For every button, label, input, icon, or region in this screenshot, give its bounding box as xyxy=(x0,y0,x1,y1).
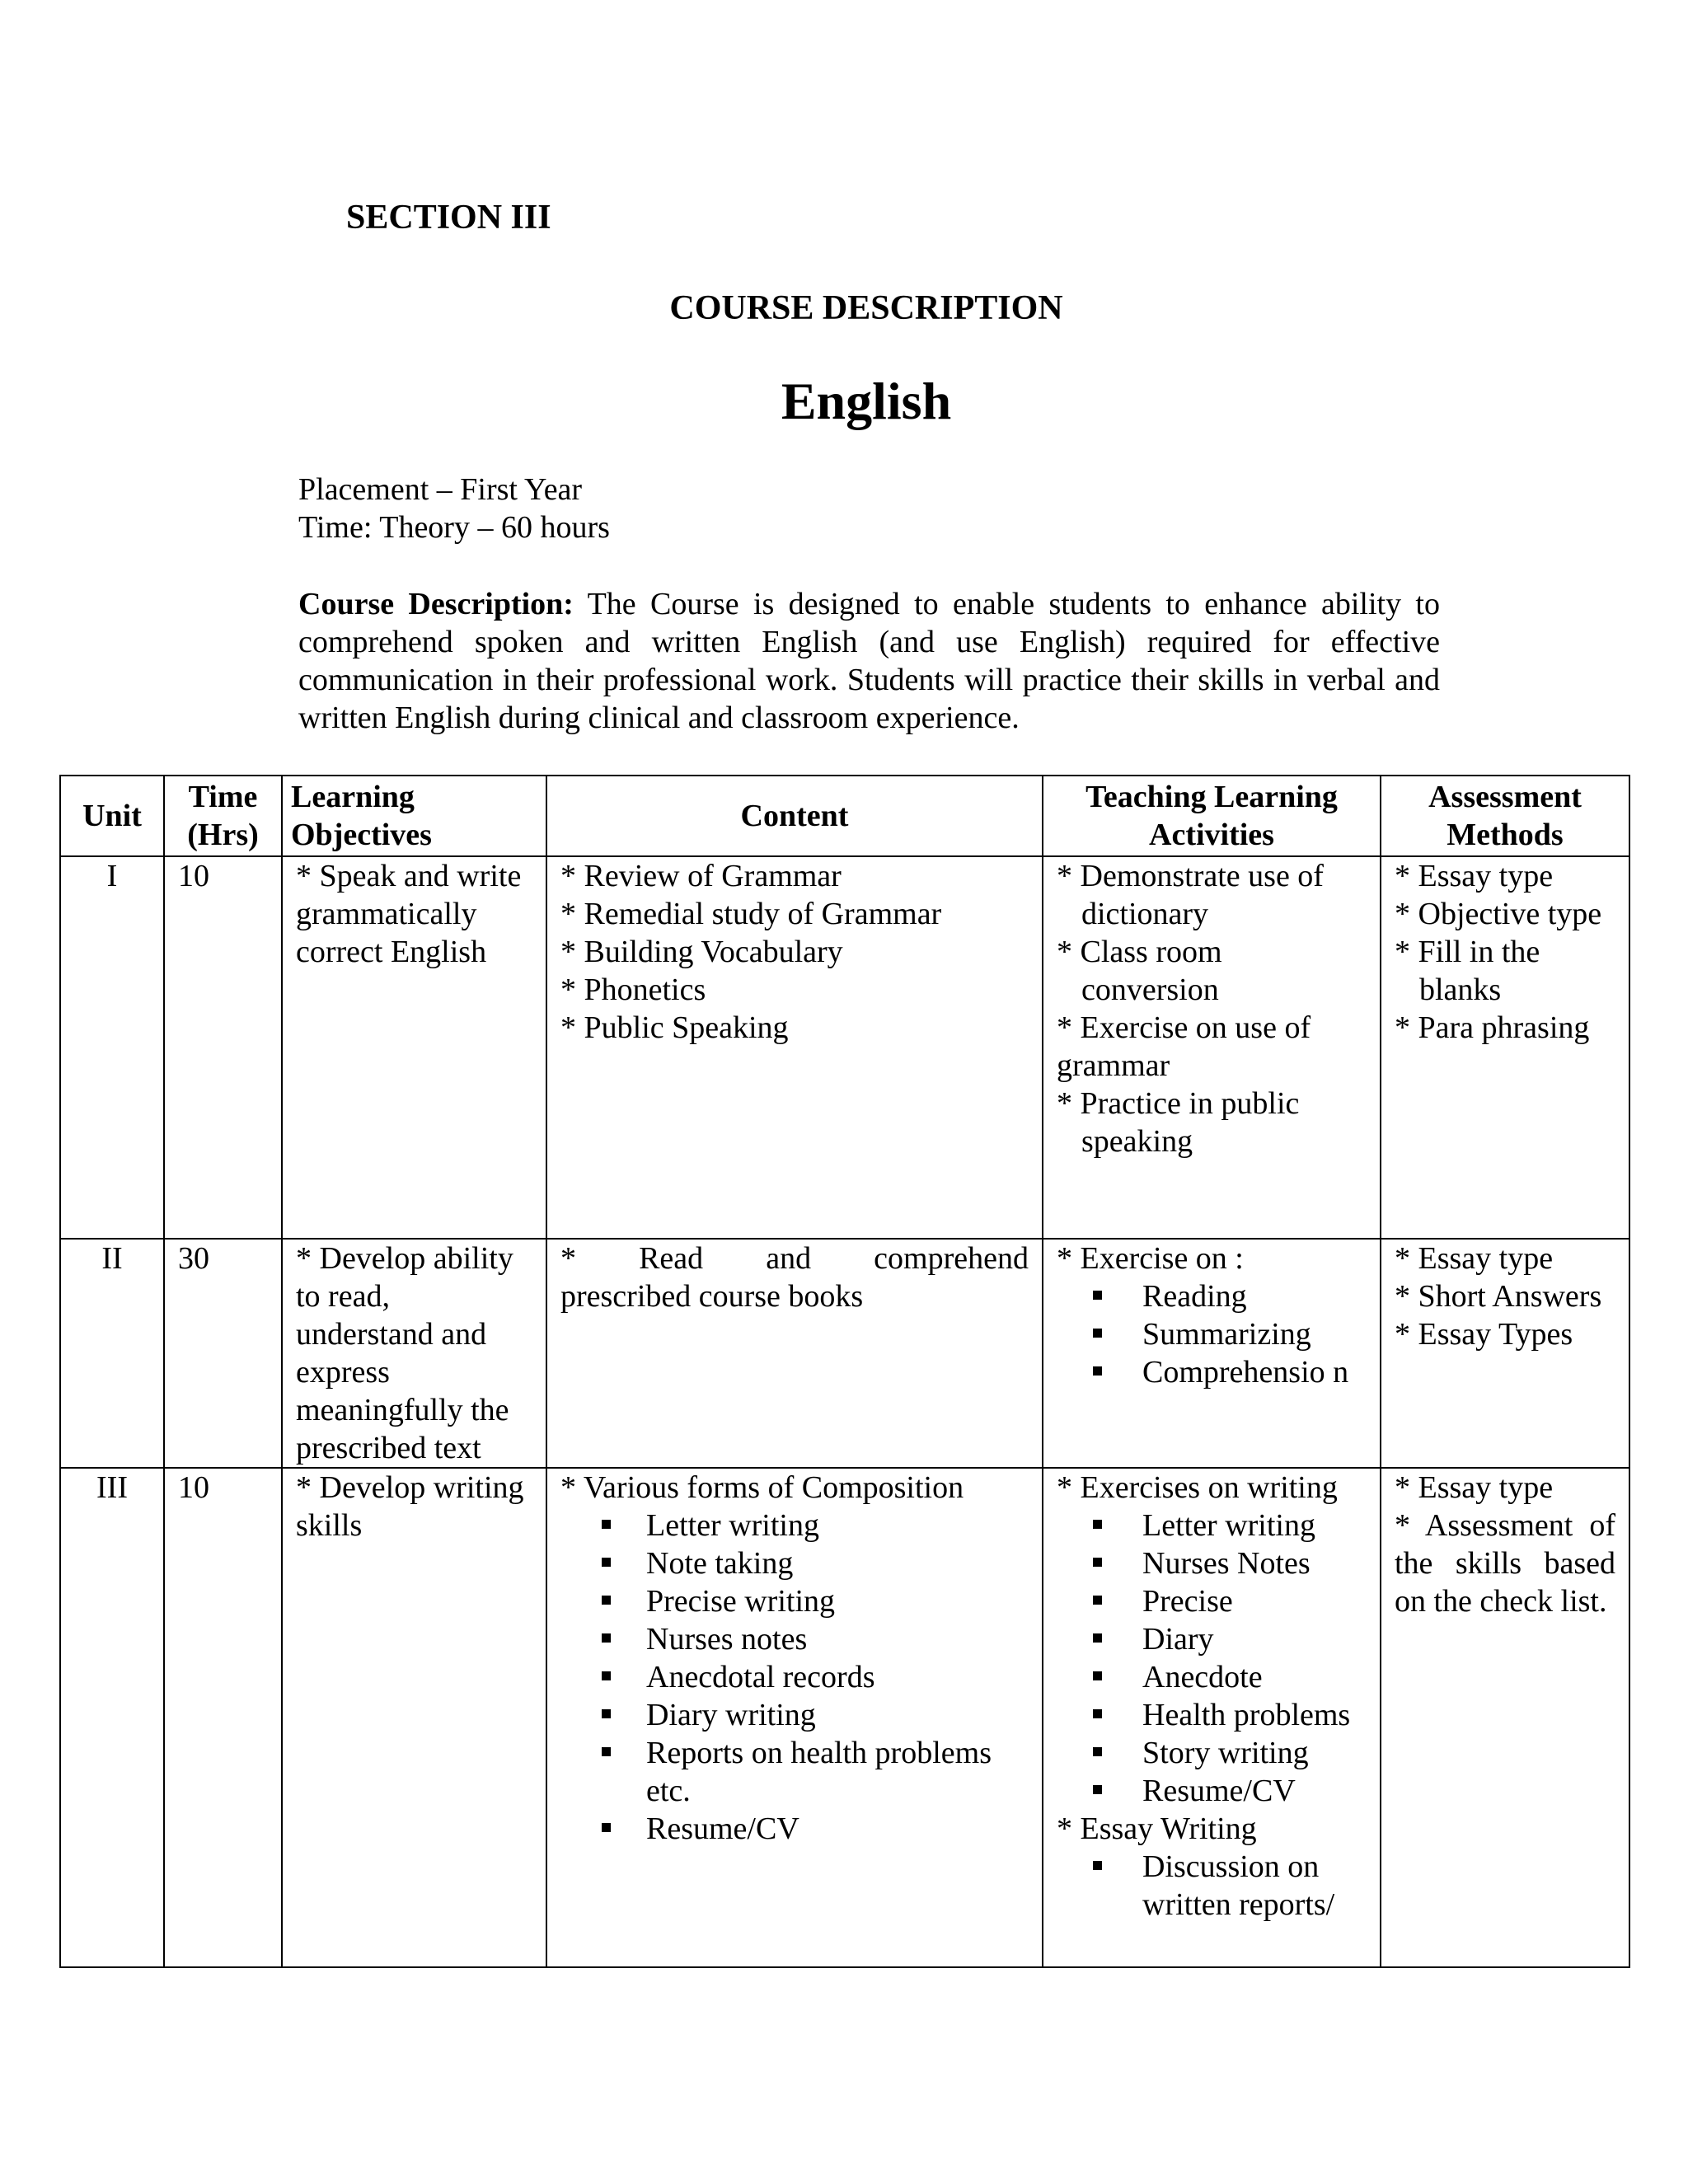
list-item xyxy=(1043,1658,1367,1696)
list-item xyxy=(547,1734,1029,1810)
header-objectives xyxy=(282,776,546,856)
list-item xyxy=(1043,1277,1367,1315)
header-tla-line2: Activities xyxy=(1149,818,1274,852)
time-cell: 30 xyxy=(164,1239,282,1468)
list-item xyxy=(1043,1772,1367,1810)
list-item-label: Reports on health problems etc. xyxy=(646,1736,992,1808)
tla-list xyxy=(1043,1277,1367,1391)
list-item xyxy=(1043,1848,1367,1924)
square-bullet-icon xyxy=(1093,1558,1102,1567)
list-item-label: Reading xyxy=(1142,1279,1247,1314)
header-time-line1: Time xyxy=(188,780,258,814)
tla-list xyxy=(1043,1507,1367,1810)
content-item: * Remedial study of Grammar xyxy=(560,897,942,931)
content-cell xyxy=(546,1239,1043,1468)
square-bullet-icon xyxy=(602,1747,611,1756)
list-item xyxy=(1043,1315,1367,1353)
square-bullet-icon xyxy=(1093,1520,1102,1529)
list-item xyxy=(547,1620,1029,1658)
list-item xyxy=(547,1582,1029,1620)
content-item: * Public Speaking xyxy=(560,1010,789,1045)
course-description-title: COURSE DESCRIPTION xyxy=(669,289,1063,327)
header-content: Content xyxy=(546,776,1043,856)
square-bullet-icon xyxy=(1093,1747,1102,1756)
square-bullet-icon xyxy=(1093,1861,1102,1870)
list-item-label: Precise writing xyxy=(646,1584,836,1619)
list-item-label: Discussion on written reports/ xyxy=(1142,1849,1335,1922)
time-line: Time: Theory – 60 hours xyxy=(298,510,610,545)
assessment-cell xyxy=(1381,1468,1629,1967)
square-bullet-icon xyxy=(1093,1633,1102,1643)
tla-intro: * Exercise on : xyxy=(1057,1241,1244,1276)
objectives-cell: * Speak and write grammatically correct English xyxy=(282,856,546,1239)
list-item xyxy=(547,1544,1029,1582)
square-bullet-icon xyxy=(1093,1329,1102,1338)
subject-title: English xyxy=(781,372,952,430)
tla-cell xyxy=(1043,1468,1381,1967)
assessment-item: * Assessment of the skills based on the check list. xyxy=(1395,1508,1615,1619)
header-objectives-line1: Learning xyxy=(291,780,415,814)
list-item-label: Diary writing xyxy=(646,1698,816,1732)
content-item: prescribed course books xyxy=(560,1279,864,1314)
unit-cell: II xyxy=(60,1239,164,1468)
list-item xyxy=(547,1696,1029,1734)
tla-item: * Exercise on use of grammar xyxy=(1057,1010,1311,1083)
list-item xyxy=(1043,1544,1367,1582)
list-item-label: Comprehensio n xyxy=(1142,1355,1349,1390)
assessment-item: * Essay type xyxy=(1395,1470,1554,1505)
tla-intro: * Exercises on writing xyxy=(1057,1470,1338,1505)
list-item xyxy=(1043,1582,1367,1620)
content-cell xyxy=(546,856,1043,1239)
course-description-text: The Course is designed to enable students to enhance ability to comprehend spoken and written English (and use English) required for effective communication in their professional work. Students will practice their skills in verbal and written English during clinical and classroom experience. xyxy=(298,587,1440,735)
content-item: * Building Vocabulary xyxy=(560,935,843,969)
header-time-line2: (Hrs) xyxy=(187,818,259,852)
square-bullet-icon xyxy=(602,1709,611,1718)
objectives-cell: * Develop writing skills xyxy=(282,1468,546,1967)
header-assessment-line2: Methods xyxy=(1447,818,1564,852)
list-item-label: Note taking xyxy=(646,1546,794,1581)
header-objectives-line2: Objectives xyxy=(291,818,432,852)
assessment-item: * Essay type xyxy=(1395,1241,1554,1276)
unit-cell: I xyxy=(60,856,164,1239)
list-item-label: Anecdote xyxy=(1142,1660,1263,1694)
header-time xyxy=(164,776,282,856)
list-item xyxy=(1043,1353,1367,1391)
unit-cell: III xyxy=(60,1468,164,1967)
list-item-label: Summarizing xyxy=(1142,1317,1311,1352)
placement-line: Placement – First Year xyxy=(298,472,583,507)
tla-cell xyxy=(1043,1239,1381,1468)
content-item: * Phonetics xyxy=(560,972,706,1007)
assessment-cell xyxy=(1381,856,1629,1239)
tla-cell xyxy=(1043,856,1381,1239)
square-bullet-icon xyxy=(1093,1785,1102,1794)
list-item xyxy=(1043,1734,1367,1772)
list-item-label: Nurses Notes xyxy=(1142,1546,1311,1581)
list-item-label: Health problems xyxy=(1142,1698,1351,1732)
tla-intro: * Essay Writing xyxy=(1057,1811,1257,1846)
square-bullet-icon xyxy=(1093,1366,1102,1376)
syllabus-table xyxy=(59,775,1630,1968)
header-tla xyxy=(1043,776,1381,856)
square-bullet-icon xyxy=(602,1823,611,1832)
square-bullet-icon xyxy=(602,1671,611,1680)
course-description-paragraph xyxy=(298,585,1440,737)
assessment-item: * Fill in the blanks xyxy=(1395,935,1540,1007)
assessment-item: * Short Answers xyxy=(1395,1279,1602,1314)
list-item-label: Resume/CV xyxy=(646,1811,799,1846)
objectives-cell: * Develop ability to read, understand and express meaningfully the prescribed text xyxy=(282,1239,546,1468)
assessment-item: * Essay type xyxy=(1395,859,1554,893)
header-assessment-line1: Assessment xyxy=(1428,780,1582,814)
time-cell: 10 xyxy=(164,856,282,1239)
time-cell: 10 xyxy=(164,1468,282,1967)
square-bullet-icon xyxy=(1093,1709,1102,1718)
table-row xyxy=(60,1239,1629,1468)
header-assessment xyxy=(1381,776,1629,856)
square-bullet-icon xyxy=(602,1633,611,1643)
tla-list xyxy=(1043,1848,1367,1924)
square-bullet-icon xyxy=(1093,1596,1102,1605)
table-header-row xyxy=(60,776,1629,856)
list-item-label: Diary xyxy=(1142,1622,1214,1657)
list-item xyxy=(547,1507,1029,1544)
table-row xyxy=(60,856,1629,1239)
list-item-label: Resume/CV xyxy=(1142,1774,1296,1808)
assessment-cell xyxy=(1381,1239,1629,1468)
content-list xyxy=(547,1507,1029,1848)
list-item-label: Precise xyxy=(1142,1584,1233,1619)
header-unit: Unit xyxy=(60,776,164,856)
content-item: * Read and comprehend xyxy=(560,1241,1029,1276)
list-item xyxy=(547,1658,1029,1696)
tla-item: * Demonstrate use of dictionary xyxy=(1057,859,1324,931)
square-bullet-icon xyxy=(602,1596,611,1605)
list-item xyxy=(1043,1620,1367,1658)
list-item-label: Nurses notes xyxy=(646,1622,808,1657)
assessment-item: * Objective type xyxy=(1395,897,1602,931)
list-item xyxy=(1043,1507,1367,1544)
content-intro: * Various forms of Composition xyxy=(560,1470,964,1505)
square-bullet-icon xyxy=(602,1558,611,1567)
list-item xyxy=(547,1810,1029,1848)
square-bullet-icon xyxy=(1093,1671,1102,1680)
square-bullet-icon xyxy=(1093,1291,1102,1300)
content-cell xyxy=(546,1468,1043,1967)
list-item-label: Story writing xyxy=(1142,1736,1309,1770)
list-item-label: Letter writing xyxy=(646,1508,819,1543)
table-row xyxy=(60,1468,1629,1967)
tla-item: * Practice in public speaking xyxy=(1057,1086,1300,1159)
list-item-label: Anecdotal records xyxy=(646,1660,875,1694)
square-bullet-icon xyxy=(602,1520,611,1529)
header-tla-line1: Teaching Learning xyxy=(1085,780,1338,814)
content-item: * Review of Grammar xyxy=(560,859,842,893)
assessment-item: * Essay Types xyxy=(1395,1317,1573,1352)
course-description-label: Course Description: xyxy=(298,587,574,621)
assessment-item: * Para phrasing xyxy=(1395,1010,1590,1045)
section-heading: SECTION III xyxy=(346,199,551,237)
list-item xyxy=(1043,1696,1367,1734)
list-item-label: Letter writing xyxy=(1142,1508,1315,1543)
tla-item: * Class room conversion xyxy=(1057,935,1222,1007)
